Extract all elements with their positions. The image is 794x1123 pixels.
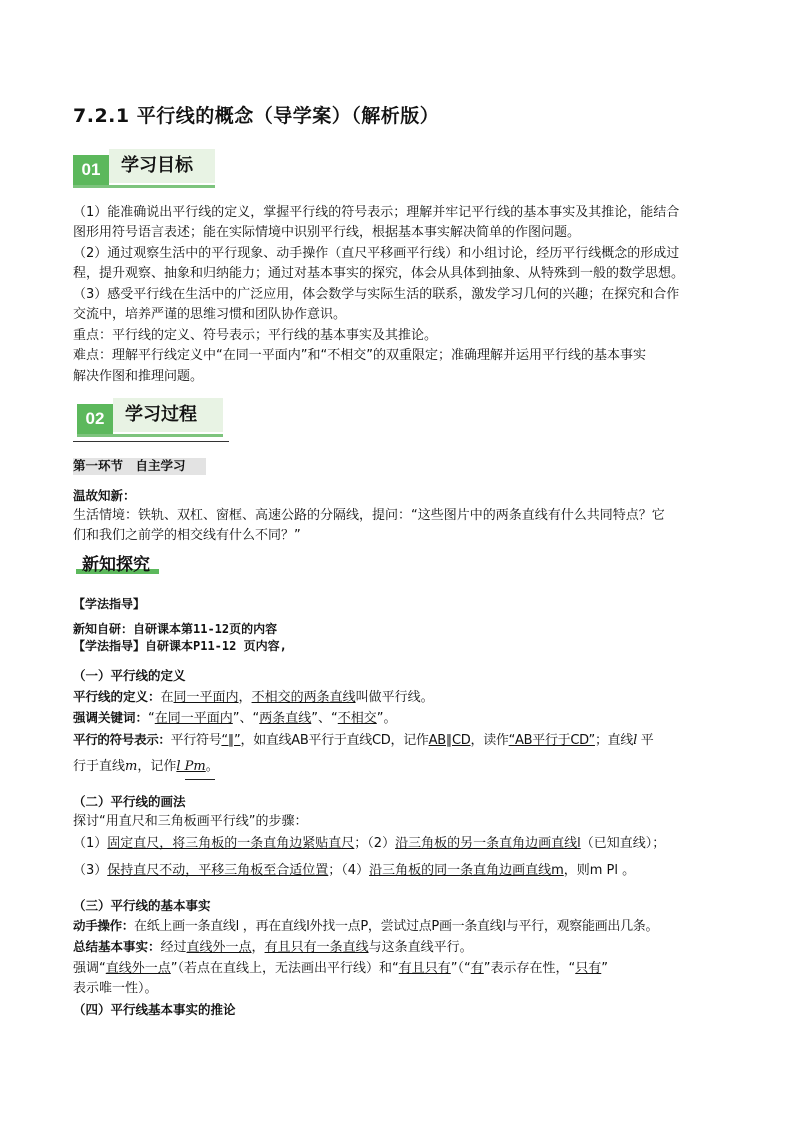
divider: [73, 441, 229, 442]
blank-answer: 有且只有: [398, 961, 451, 976]
text: 叫做平行线。: [355, 690, 434, 705]
blank-answer: 同一平面内: [173, 690, 239, 705]
badge-text: 新知探究: [82, 555, 150, 575]
text: 经过: [160, 940, 187, 955]
text: 在: [160, 690, 174, 705]
text: ，如直线AB平行于直线CD，记作: [240, 733, 429, 748]
blank-answer: 两条直线: [259, 711, 312, 726]
blank-answer: 有: [470, 961, 484, 976]
objective-line: （2）通过观察生活中的平行现象、动手操作（直尺平移画平行线）和小组讨论，经历平行线概念的形成过: [73, 246, 680, 261]
answer-underline: [185, 779, 215, 780]
text: ，: [251, 940, 265, 955]
review-line: 生活情境：铁轨、双杠、窗框、高速公路的分隔线，提问：“这些图片中的两条直线有什么共同特点？它: [73, 508, 665, 523]
drawing-steps-1: [73, 834, 665, 855]
math-var: l: [633, 733, 637, 748]
section-number: 01: [73, 155, 109, 185]
keyword-line: [73, 708, 397, 730]
blank-answer: 固定直尺，将三角板的一条直角边紧贴直尺: [107, 836, 355, 851]
emphasis-line: [73, 959, 608, 980]
page-title: 7.2.1 平行线的概念（导学案）（解析版）: [73, 105, 440, 127]
text: ”。: [376, 711, 397, 726]
text: ；直线: [594, 733, 634, 748]
review-label: 温故知新：: [73, 488, 136, 503]
blank-answer: 沿三角板的同一条直角边画直线m: [369, 863, 564, 878]
difficult-points-cont: 解决作图和推理问题。: [73, 369, 204, 384]
objective-line: 交流中，培养严谨的思维习惯和团队协作意识。: [73, 307, 347, 322]
part1-heading: （一）平行线的定义: [73, 668, 186, 683]
section-header-process: [77, 398, 223, 432]
part2-heading: （二）平行线的画法: [73, 794, 186, 809]
text: “: [148, 711, 155, 726]
new-knowledge-badge: [76, 548, 159, 574]
blank-answer: “∥”: [221, 733, 241, 748]
text: ，则m Pl 。: [563, 863, 636, 878]
text: ，: [238, 690, 252, 705]
objective-line: 图形用符号语言表述；能在实际情境中识别平行线，根据基本事实解决简单的作图问题。: [73, 225, 581, 240]
text: ”、“: [232, 711, 260, 726]
step-heading: 第一环节 自主学习: [73, 458, 186, 473]
section-header-objectives: [73, 149, 215, 183]
objective-line: 程，提升观察、抽象和归纳能力；通过对基本事实的探究，体会从具体到抽象、从特殊到一般的数学思想。: [73, 266, 685, 281]
section-number: 02: [77, 404, 113, 434]
text: ，记作: [137, 759, 177, 774]
key-points: 重点：平行线的定义、符号表示；平行线的基本事实及其推论。: [73, 328, 438, 343]
text: ”（“: [450, 961, 471, 976]
method-guide-label: 【学法指导】: [73, 597, 146, 611]
text: 平: [636, 733, 654, 748]
operation-label: 动手操作：: [73, 918, 135, 933]
review-line: 们和我们之前学的相交线有什么不同？”: [73, 528, 301, 543]
text: 。: [205, 759, 219, 774]
definition-label: 平行线的定义：: [73, 689, 161, 704]
operation-line: [73, 916, 658, 938]
text: （已知直线）；: [580, 836, 666, 851]
part4-heading: （四）平行线基本事实的推论: [73, 1002, 236, 1017]
drawing-intro: 探讨“用直尺和三角板画平行线”的步骤：: [73, 814, 308, 829]
section-label: 学习目标: [121, 155, 193, 176]
section-underline: [73, 185, 215, 188]
objective-line: （3）感受平行线在生活中的广泛应用，体会数学与实际生活的联系，激发学习几何的兴趣；在探究和合作: [73, 287, 680, 302]
text: ，读作: [470, 733, 509, 748]
blank-answer: “AB平行于CD”: [508, 733, 595, 748]
blank-answer: 保持直尺不动，平移三角板至合适位置: [107, 863, 329, 878]
blank-answer: AB∥CD: [428, 733, 471, 748]
drawing-steps-2: [73, 861, 635, 882]
blank-answer: 不相交: [337, 711, 377, 726]
blank-answer: 有且只有一条直线: [264, 940, 369, 955]
text: ”表示存在性，“: [483, 961, 576, 976]
self-study-line: 新知自研：自研课本第11-12页的内容: [73, 622, 278, 636]
text: ”、“: [311, 711, 338, 726]
symbol-label: 平行的符号表示：: [73, 732, 171, 747]
text: 强调“: [73, 961, 106, 976]
text: 在纸上画一条直线l ，再在直线l外找一点P，尝试过点P画一条直线l与平行，观察能画出几条。: [134, 919, 659, 934]
definition-line: [73, 687, 434, 709]
symbol-line: [73, 730, 653, 752]
text: 行于直线: [73, 759, 126, 774]
basic-fact-label: 总结基本事实：: [73, 939, 161, 954]
blank-answer: l Pm: [176, 759, 206, 774]
blank-answer: 直线外一点: [186, 940, 252, 955]
method-guide-line: 【学法指导】自研课本P11-12 页内容,: [73, 639, 287, 653]
blank-answer: 只有: [575, 961, 602, 976]
blank-answer: 不相交的两条直线: [251, 690, 356, 705]
text: ”: [601, 961, 609, 976]
math-var: m: [125, 759, 138, 774]
part3-heading: （三）平行线的基本事实: [73, 898, 211, 913]
basic-fact-line: [73, 937, 473, 959]
keyword-label: 强调关键词：: [73, 710, 149, 725]
text: 平行符号: [170, 733, 222, 748]
difficult-points: 难点：理解平行线定义中“在同一平面内”和“不相交”的双重限定；准确理解并运用平行线的基本事实: [73, 348, 646, 363]
emphasis-line-cont: 表示唯一性）。: [73, 981, 158, 996]
blank-answer: 在同一平面内: [154, 711, 233, 726]
text: 与这条直线平行。: [368, 940, 473, 955]
blank-answer: 直线外一点: [105, 961, 171, 976]
symbol-line-cont: [73, 757, 219, 778]
text: ”（若点在直线上，无法画出平行线）和“: [170, 961, 399, 976]
section-label: 学习过程: [125, 404, 197, 425]
section-underline: [77, 434, 223, 437]
blank-answer: 沿三角板的另一条直角边画直线l: [395, 836, 581, 851]
objective-line: （1）能准确说出平行线的定义，掌握平行线的符号表示；理解并牢记平行线的基本事实及其推论，能结合: [73, 205, 680, 220]
text: ；（4）: [328, 863, 370, 878]
text: （1）: [73, 836, 108, 851]
text: ；（2）: [354, 836, 396, 851]
text: （3）: [73, 863, 108, 878]
